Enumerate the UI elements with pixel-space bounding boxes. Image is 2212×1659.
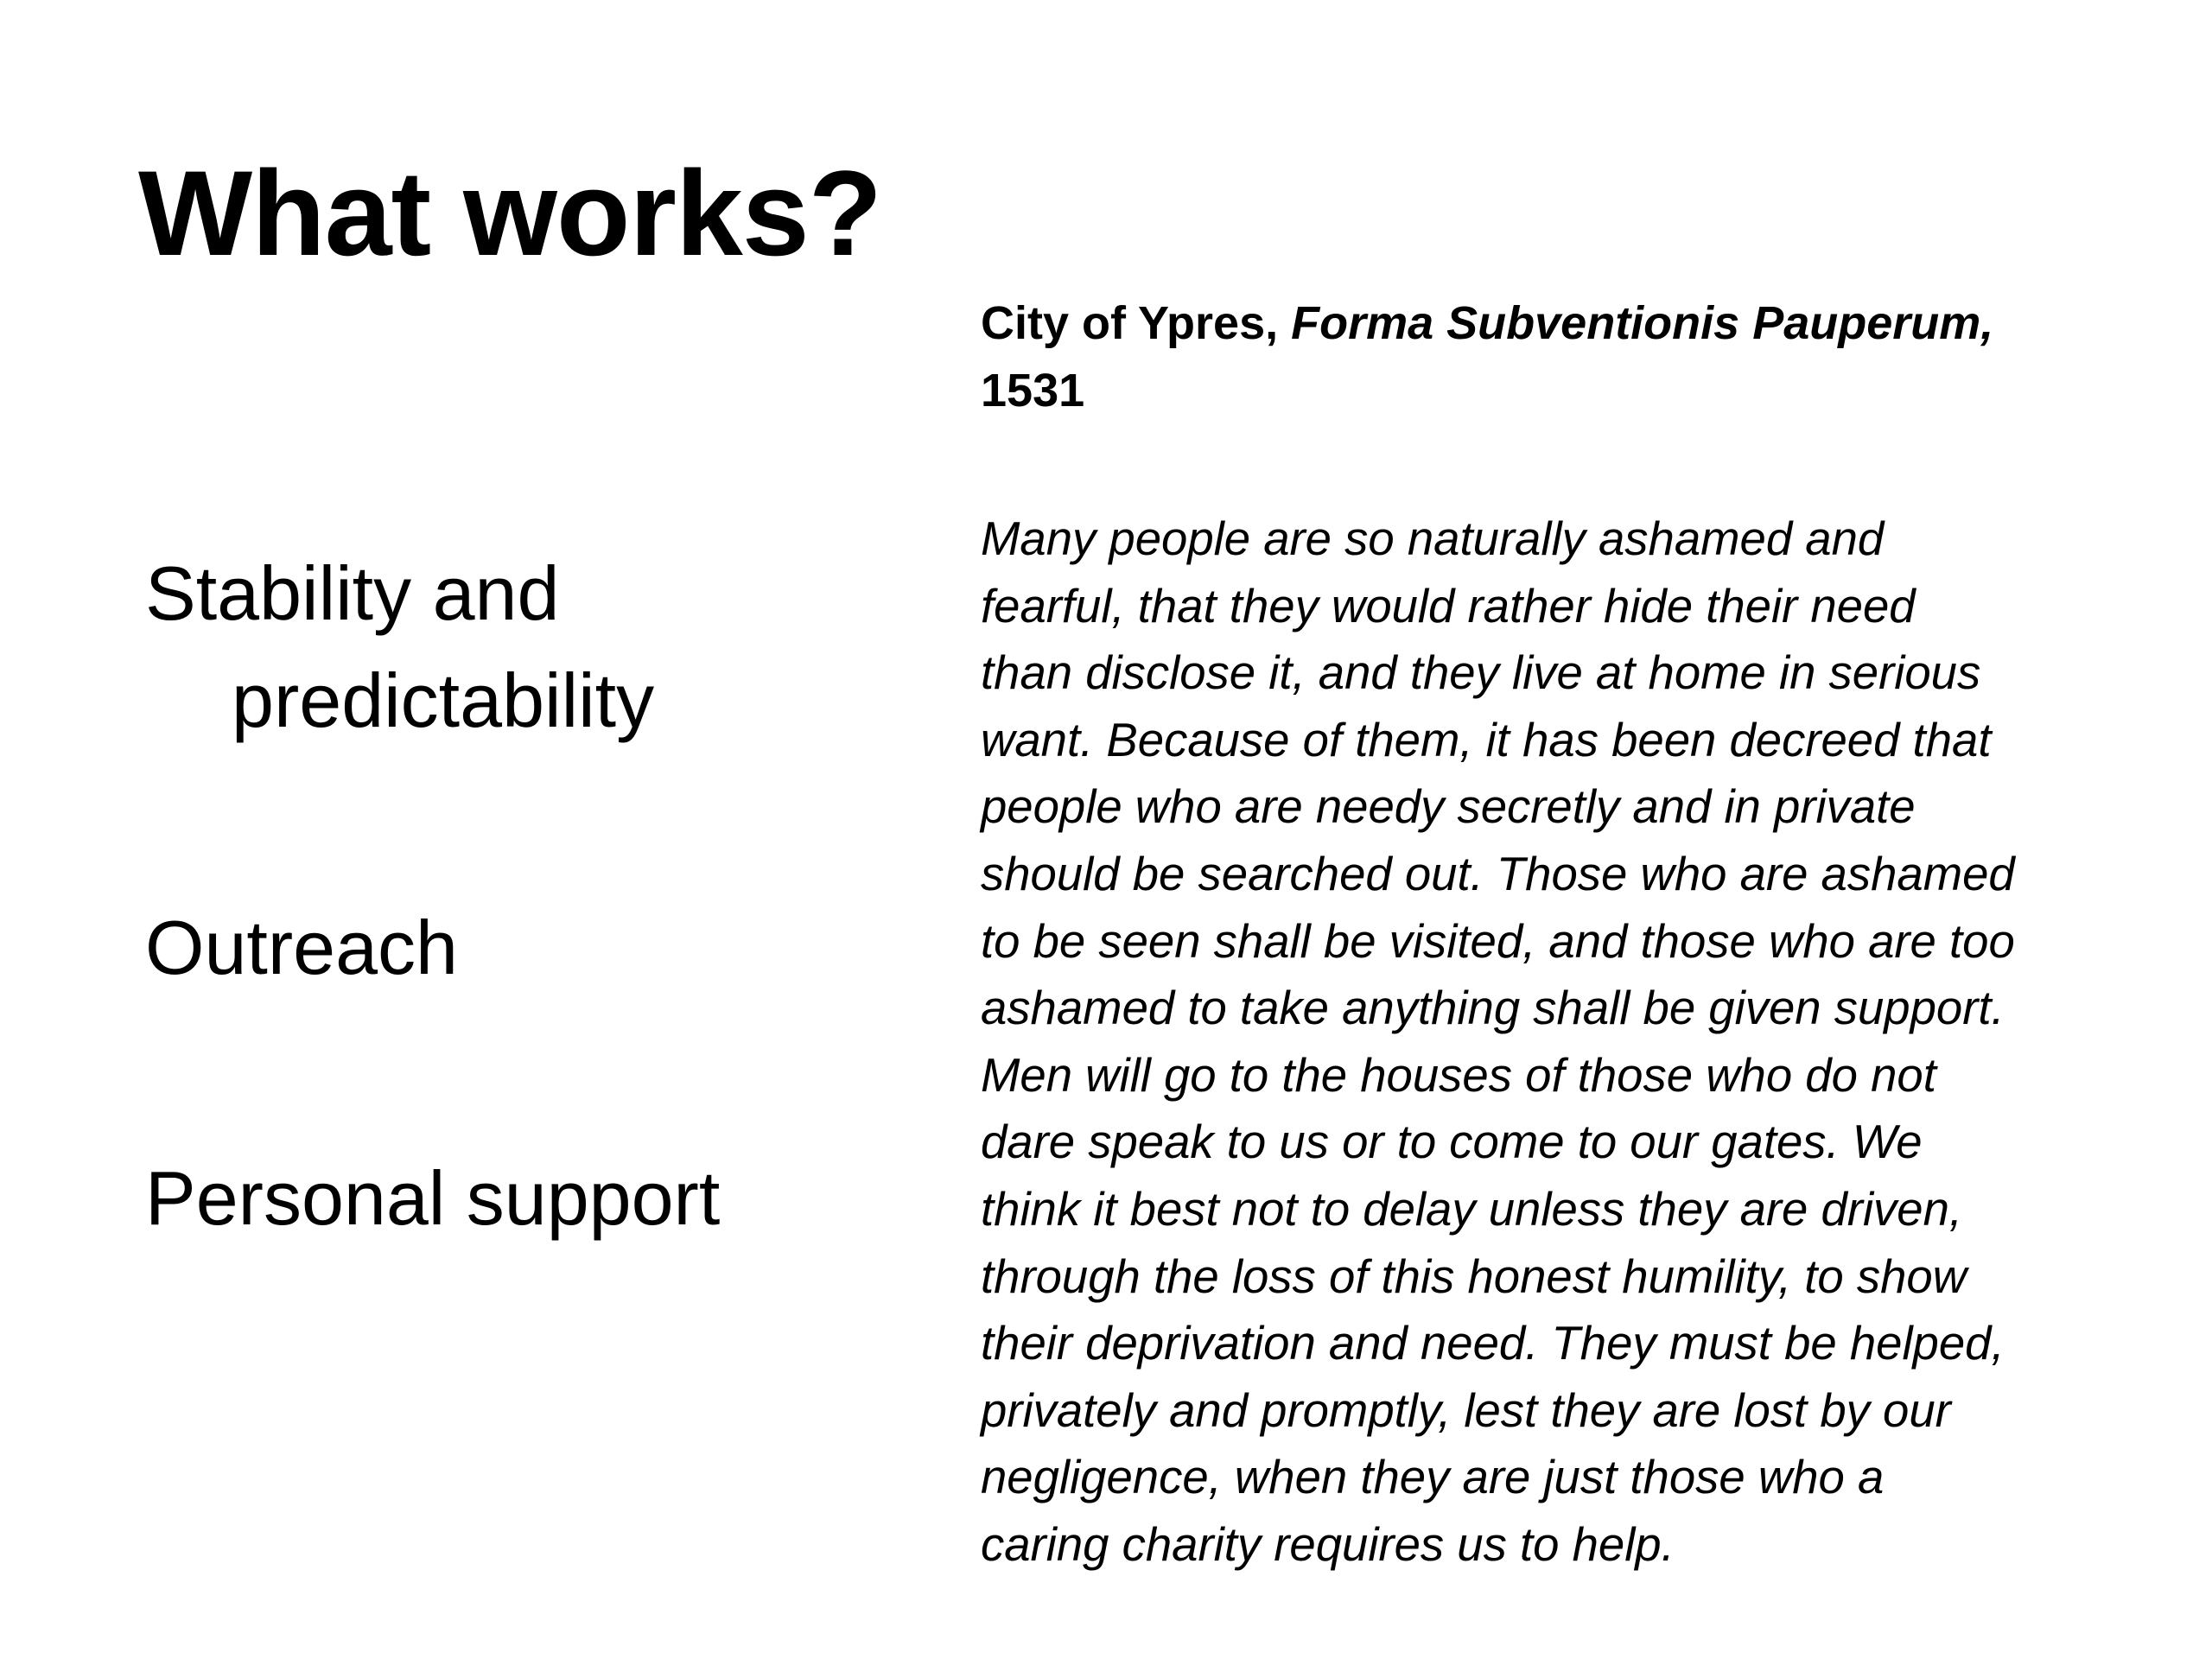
citation-source: City of Ypres, (981, 297, 1292, 349)
point-stability (145, 540, 923, 754)
quote-panel (981, 289, 2130, 1571)
point-personal-support-label: Personal support (145, 1155, 721, 1241)
citation-work: Forma Subventionis Pauperum, (1291, 297, 1994, 349)
point-outreach-label: Outreach (145, 905, 458, 990)
slide-title: What works? (138, 145, 882, 281)
quote-text: Many people are so naturally ashamed and fearful, that they would rather hide their need than disclose it, and they live at home in serious want. Because of them, it has been decreed that people who are needy secretly and in private should be searched out. Those who are ashamed to be seen shall be visited, and those who are too ashamed to take anything shall be given support. Men will go to the houses of those who do not dare speak to us or to come to our gates. We think it best not to delay unless they are driven, through the loss of this honest humility, to show their deprivation and need. They must be helped, privately and promptly, lest they are lost by our negligence, when they are just those who a caring charity requires us to help. (981, 512, 2015, 1571)
point-outreach (145, 894, 923, 1001)
citation-year: 1531 (981, 365, 1085, 416)
point-stability-line2: predictability (232, 658, 655, 743)
point-stability-line1: Stability and (145, 550, 560, 636)
citation (981, 289, 2130, 424)
point-personal-support (145, 1145, 923, 1252)
